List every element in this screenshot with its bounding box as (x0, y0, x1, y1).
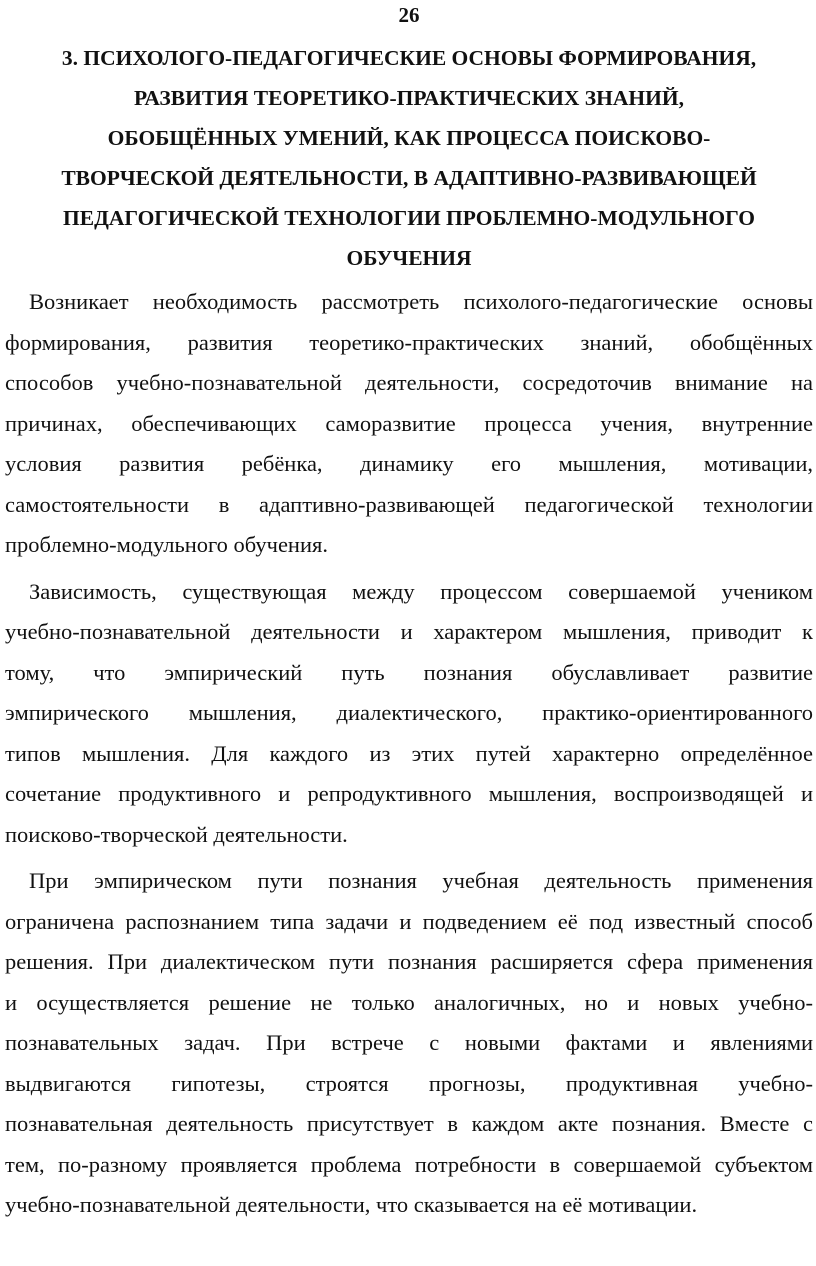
text-line: познавательных задач. При встрече с новыми фактами и явлениями (5, 1030, 813, 1055)
body-text (5, 282, 813, 1226)
text-line: типов мышления. Для каждого из этих путей характерно определённое (5, 740, 813, 766)
section-heading (5, 38, 813, 278)
text-line: При эмпирическом пути познания учебная деятельность применения (29, 868, 813, 893)
heading-line: РАЗВИТИЯ ТЕОРЕТИКО-ПРАКТИЧЕСКИХ ЗНАНИЙ, (134, 86, 684, 110)
heading-line: ТВОРЧЕСКОЙ ДЕЯТЕЛЬНОСТИ, В АДАПТИВНО-РАЗВИВАЮЩЕЙ (61, 166, 757, 190)
text-line: ограничена распознанием типа задачи и подведением её под известный способ (5, 908, 813, 934)
text-line: формирования, развития теоретико-практических знаний, обобщённых (5, 329, 813, 355)
text-line: познавательная деятельность присутствует в каждом акте познания. Вместе с (5, 1111, 813, 1136)
text-line: самостоятельности в адаптивно-развивающей педагогической технологии (5, 491, 813, 517)
text-line: выдвигаются гипотезы, строятся прогнозы, продуктивная учебно- (5, 1070, 813, 1096)
text-line: поисково-творческой деятельности. (5, 821, 348, 847)
heading-line: ОБУЧЕНИЯ (346, 246, 472, 270)
paragraph-2 (5, 572, 813, 856)
text-line: причинах, обеспечивающих саморазвитие процесса учения, внутренние (5, 410, 813, 436)
heading-line: 3. ПСИХОЛОГО-ПЕДАГОГИЧЕСКИЕ ОСНОВЫ ФОРМИРОВАНИЯ, (61, 46, 757, 70)
page-number: 26 (398, 3, 420, 27)
paragraph-3 (5, 861, 813, 1226)
text-line: проблемно-модульного обучения. (5, 532, 328, 557)
text-line: решения. При диалектическом пути познания расширяется сфера применения (5, 949, 813, 974)
text-line: способов учебно-познавательной деятельности, сосредоточив внимание на (5, 370, 813, 395)
paragraph-1 (5, 282, 813, 566)
text-line: учебно-познавательной деятельности, что сказывается на её мотивации. (5, 1192, 698, 1217)
text-line: условия развития ребёнка, динамику его мышления, мотивации, (5, 451, 813, 476)
text-line: сочетание продуктивного и репродуктивного мышления, воспроизводящей и (5, 781, 813, 806)
text-line: и осуществляется решение не только аналогичных, но и новых учебно- (5, 989, 813, 1015)
heading-line: ПЕДАГОГИЧЕСКОЙ ТЕХНОЛОГИИ ПРОБЛЕМНО-МОДУЛЬНОГО (63, 206, 755, 230)
text-line: учебно-познавательной деятельности и характером мышления, приводит к (5, 619, 813, 644)
text-line: Возникает необходимость рассмотреть психолого-педагогические основы (29, 289, 813, 314)
text-line: Зависимость, существующая между процессом совершаемой учеником (29, 578, 813, 604)
text-line: тому, что эмпирический путь познания обуславливает развитие (5, 659, 813, 685)
text-line: тем, по-разному проявляется проблема потребности в совершаемой субъектом (5, 1151, 813, 1177)
text-line: эмпирического мышления, диалектического, практико-ориентированного (5, 700, 813, 725)
heading-line: ОБОБЩЁННЫХ УМЕНИЙ, КАК ПРОЦЕССА ПОИСКОВО- (107, 126, 711, 150)
